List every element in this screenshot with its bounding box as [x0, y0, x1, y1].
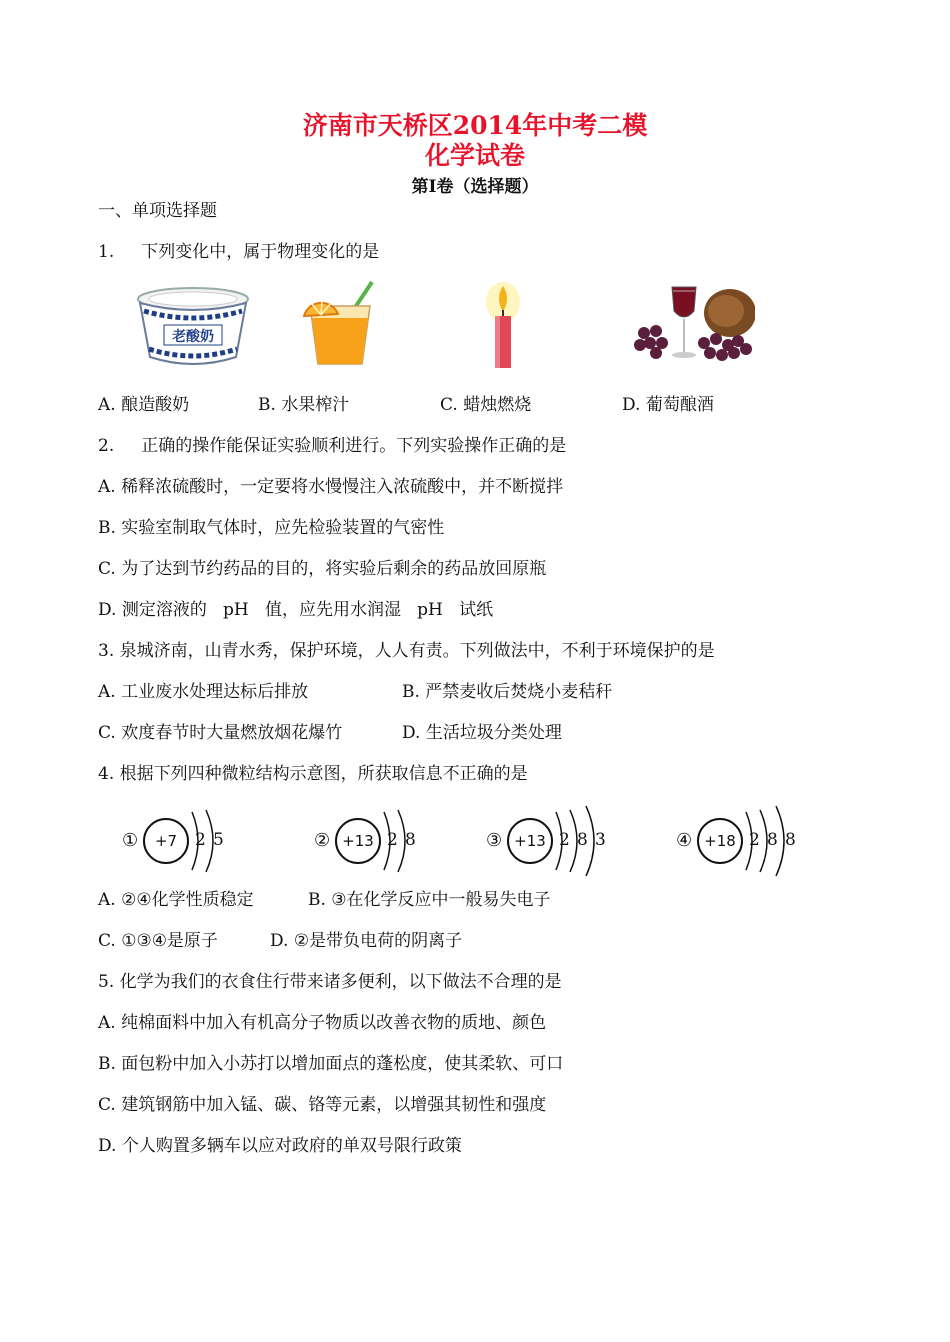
q3-option-a: A. 工业废水处理达标后排放: [98, 682, 309, 702]
q5-option-a: A. 纯棉面料中加入有机高分子物质以改善衣物的质地、颜色: [98, 1013, 547, 1033]
q4-option-d: D. ②是带负电荷的阴离子: [270, 931, 463, 951]
yogurt-label: 老酸奶: [172, 329, 214, 345]
atom-1-shells: [186, 808, 236, 874]
q3-option-b: B. 严禁麦收后焚烧小麦秸秆: [402, 682, 613, 702]
question-5-stem: 5. 化学为我们的衣食住行带来诸多便利，以下做法不合理的是: [98, 972, 562, 992]
q2-option-b: B. 实验室制取气体时，应先检验装置的气密性: [98, 518, 445, 538]
q1-option-b: B. 水果榨汁: [258, 395, 350, 415]
atom-3-nucleus: +13: [507, 818, 553, 864]
atom-1-label: ①: [122, 830, 139, 851]
wine-grapes-image: [630, 283, 755, 365]
q2-option-a: A. 稀释浓硫酸时，一定要将水慢慢注入浓硫酸中，并不断搅拌: [98, 477, 564, 497]
atom-2-shell-1: 2: [387, 830, 398, 850]
candle-image: [478, 280, 528, 370]
atom-4-shell-1: 2: [749, 830, 760, 850]
q5-option-c: C. 建筑钢筋中加入锰、碳、铬等元素，以增强其韧性和强度: [98, 1095, 547, 1115]
q1-option-a: A. 酿造酸奶: [98, 395, 190, 415]
exam-subtitle: 化学试卷: [424, 141, 525, 170]
atom-2-nucleus: +13: [335, 818, 381, 864]
q2-option-c: C. 为了达到节约药品的目的，将实验后剩余的药品放回原瓶: [98, 559, 547, 579]
atom-3-shell-3: 3: [595, 830, 606, 850]
yogurt-cup-image: [134, 285, 252, 370]
q1-option-d: D. 葡萄酿酒: [622, 395, 714, 415]
atom-3-label: ③: [486, 830, 503, 851]
atom-4-label: ④: [676, 830, 693, 851]
section-heading: 第Ⅰ卷（选择题）: [411, 177, 539, 197]
atom-4-nucleus: +18: [697, 818, 743, 864]
juice-glass-image: [300, 278, 380, 370]
exam-title: 济南市天桥区2014年中考二模: [302, 111, 648, 140]
atom-2-shells: [378, 808, 428, 874]
atom-4-shell-3: 8: [785, 830, 796, 850]
q5-option-d: D. 个人购置多辆车以应对政府的单双号限行政策: [98, 1136, 462, 1156]
atom-2-shell-2: 8: [405, 830, 416, 850]
part-heading: 一、单项选择题: [98, 201, 217, 221]
atom-3-shell-1: 2: [559, 830, 570, 850]
atom-1-shell-1: 2: [195, 830, 206, 850]
q5-option-b: B. 面包粉中加入小苏打以增加面点的蓬松度，使其柔软、可口: [98, 1054, 564, 1074]
q4-option-c: C. ①③④是原子: [98, 931, 218, 951]
question-2-stem: 2. 正确的操作能保证实验顺利进行。下列实验操作正确的是: [98, 436, 567, 456]
atom-1-nucleus: +7: [143, 818, 189, 864]
q3-option-c: C. 欢度春节时大量燃放烟花爆竹: [98, 723, 343, 743]
atom-3-shell-2: 8: [577, 830, 588, 850]
question-4-stem: 4. 根据下列四种微粒结构示意图，所获取信息不正确的是: [98, 764, 528, 784]
q3-option-d: D. 生活垃圾分类处理: [402, 723, 562, 743]
atom-1-shell-2: 5: [213, 830, 224, 850]
q4-option-a: A. ②④化学性质稳定: [98, 890, 254, 910]
q1-option-c: C. 蜡烛燃烧: [440, 395, 532, 415]
question-3-stem: 3. 泉城济南，山青水秀，保护环境，人人有责。下列做法中，不利于环境保护的是: [98, 641, 715, 661]
atom-2-label: ②: [314, 830, 331, 851]
q2-option-d: D. 测定溶液的 pH 值，应先用水润湿 pH 试纸: [98, 600, 494, 620]
atom-4-shell-2: 8: [767, 830, 778, 850]
q4-option-b: B. ③在化学反应中一般易失电子: [308, 890, 551, 910]
question-1-stem: 1. 下列变化中，属于物理变化的是: [98, 242, 380, 262]
